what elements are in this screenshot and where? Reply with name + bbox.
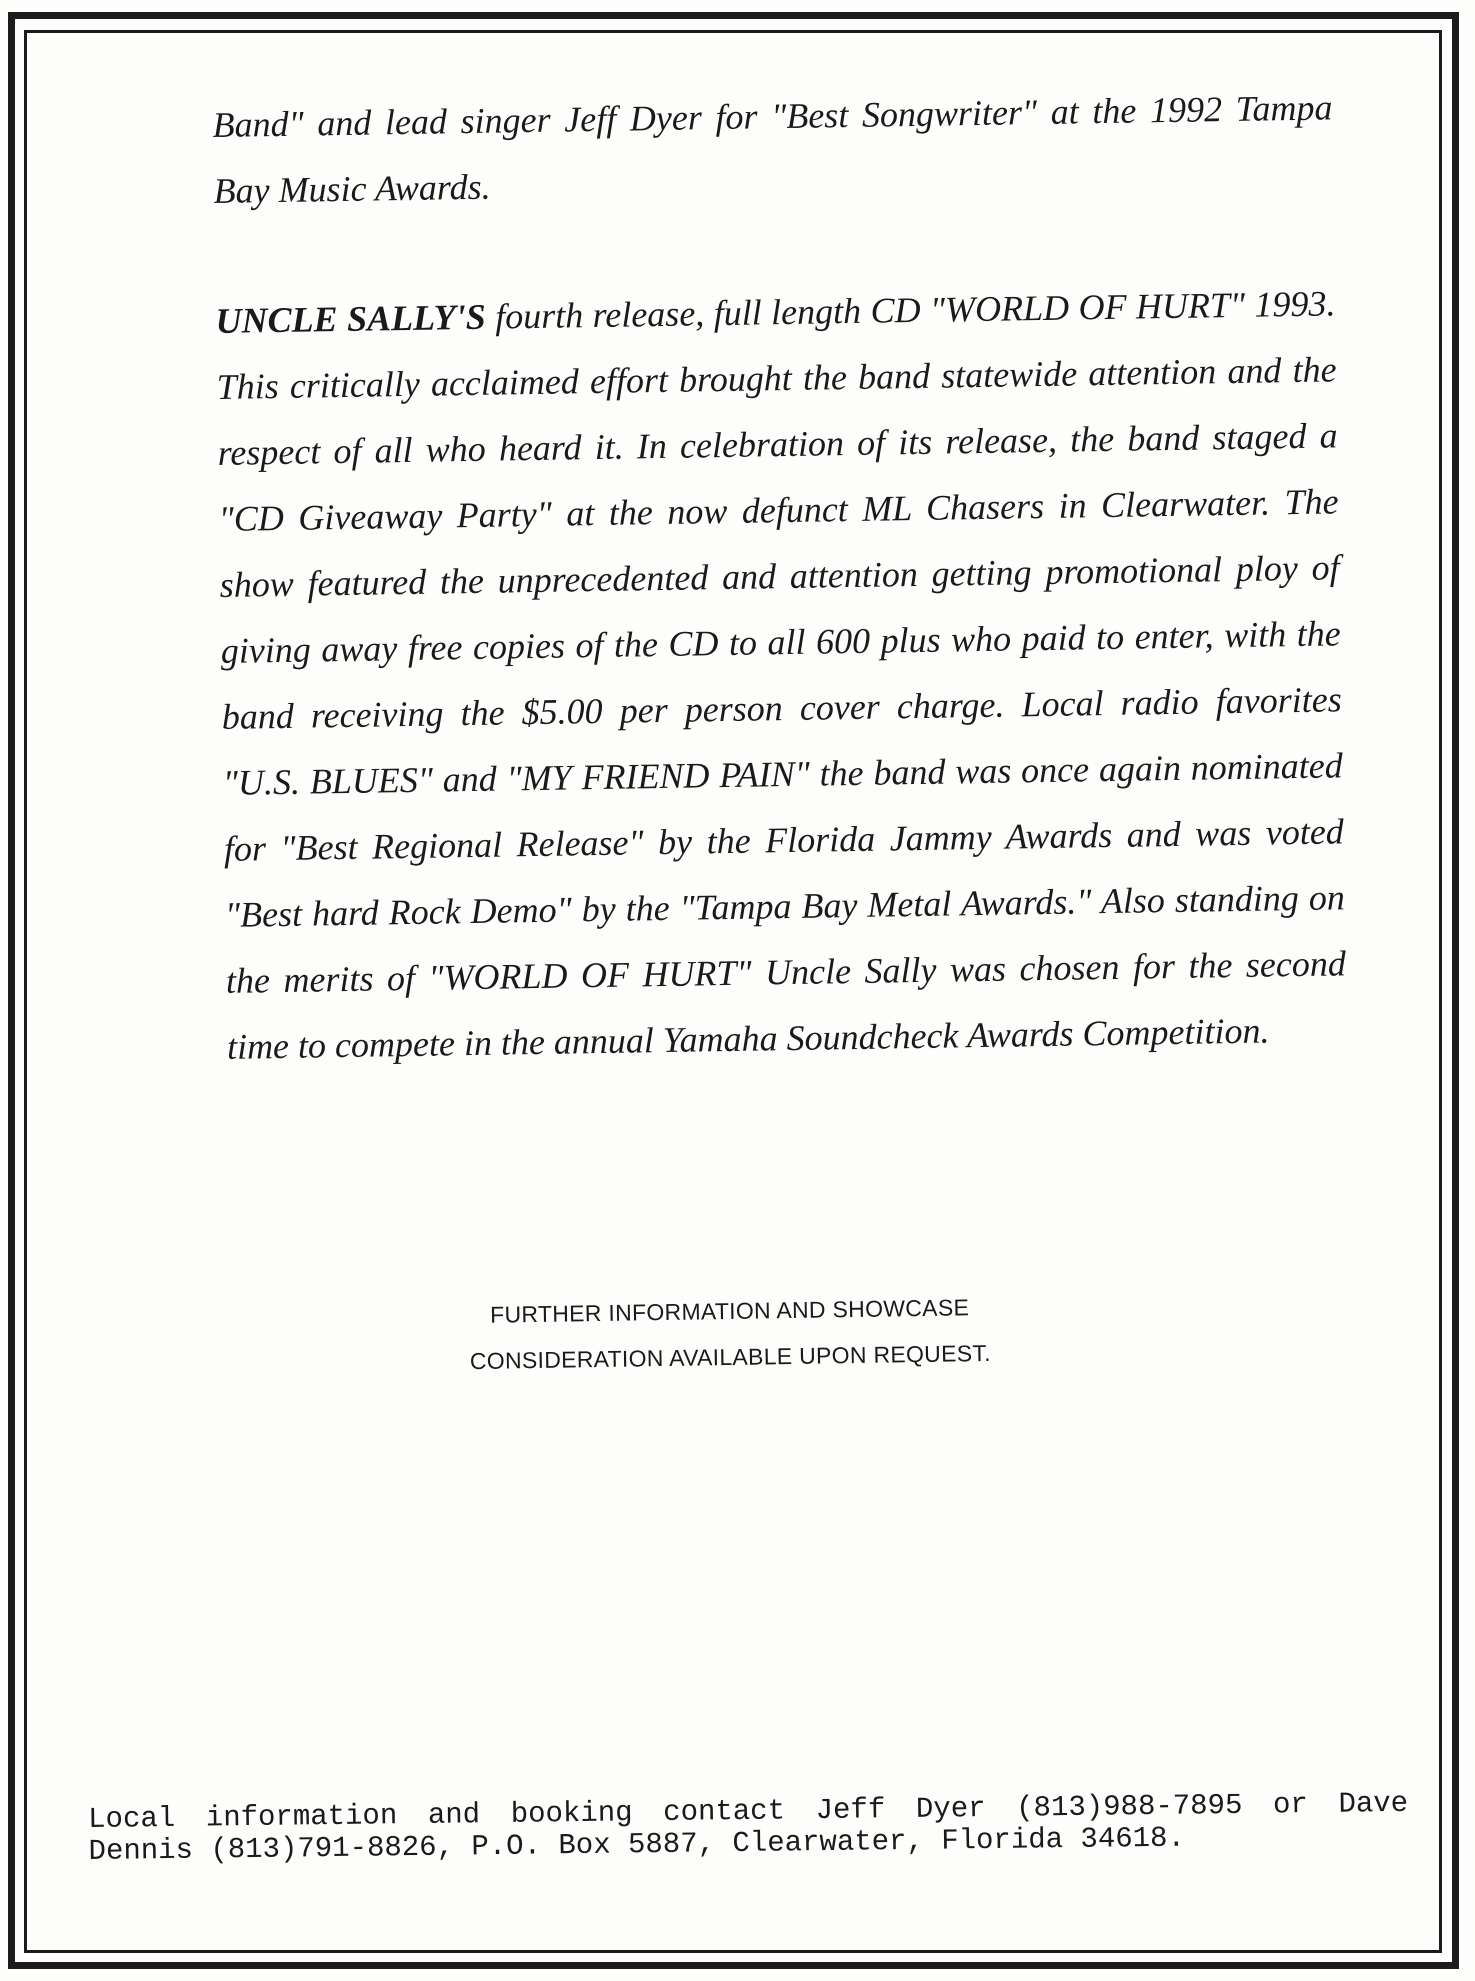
notice-line-2: CONSIDERATION AVAILABLE UPON REQUEST. (469, 1339, 992, 1375)
paragraph-world-of-hurt (215, 270, 1347, 1079)
paragraph-awards: Band" and lead singer Jeff Dyer for "Best Songwriter" at the 1992 Tampa Bay Music Awards. (212, 87, 1333, 211)
body-text (212, 74, 1347, 1079)
band-name: UNCLE SALLY'S (215, 296, 487, 341)
paragraph-world-of-hurt-body: fourth release, full length CD "WORLD OF HURT" 1993. This critically acclaimed effort brought the band statewide attention and the respect of all who heard it. In celebration of its release, the band staged a "CD Giveaway Party" at the now defunct ML Chasers in Clearwater. The show featured the unprecedented and attention getting promotional ploy of giving away free copies of the CD to all 600 plus who paid to enter, with the band receiving the $5.00 per person cover charge. Local radio favorites "U.S. BLUES" and "MY FRIEND PAIN" the band was once again nominated for "Best Regional Release" by the Florida Jammy Awards and was voted "Best hard Rock Demo" by the "Tampa Bay Metal Awards." Also standing on the merits of "WORLD OF HURT" Uncle Sally was chosen for the second time to compete in the annual Yamaha Soundcheck Awards Competition. (216, 283, 1347, 1067)
showcase-notice (379, 1283, 1080, 1386)
booking-contact: Local information and booking contact Jeff Dyer (813)988-7895 or Dave Dennis (813)791-8826, P.O. Box 5887, Clearwater, Florida 34618. (87, 1786, 1409, 1868)
notice-line-1: FURTHER INFORMATION AND SHOWCASE (489, 1294, 970, 1328)
